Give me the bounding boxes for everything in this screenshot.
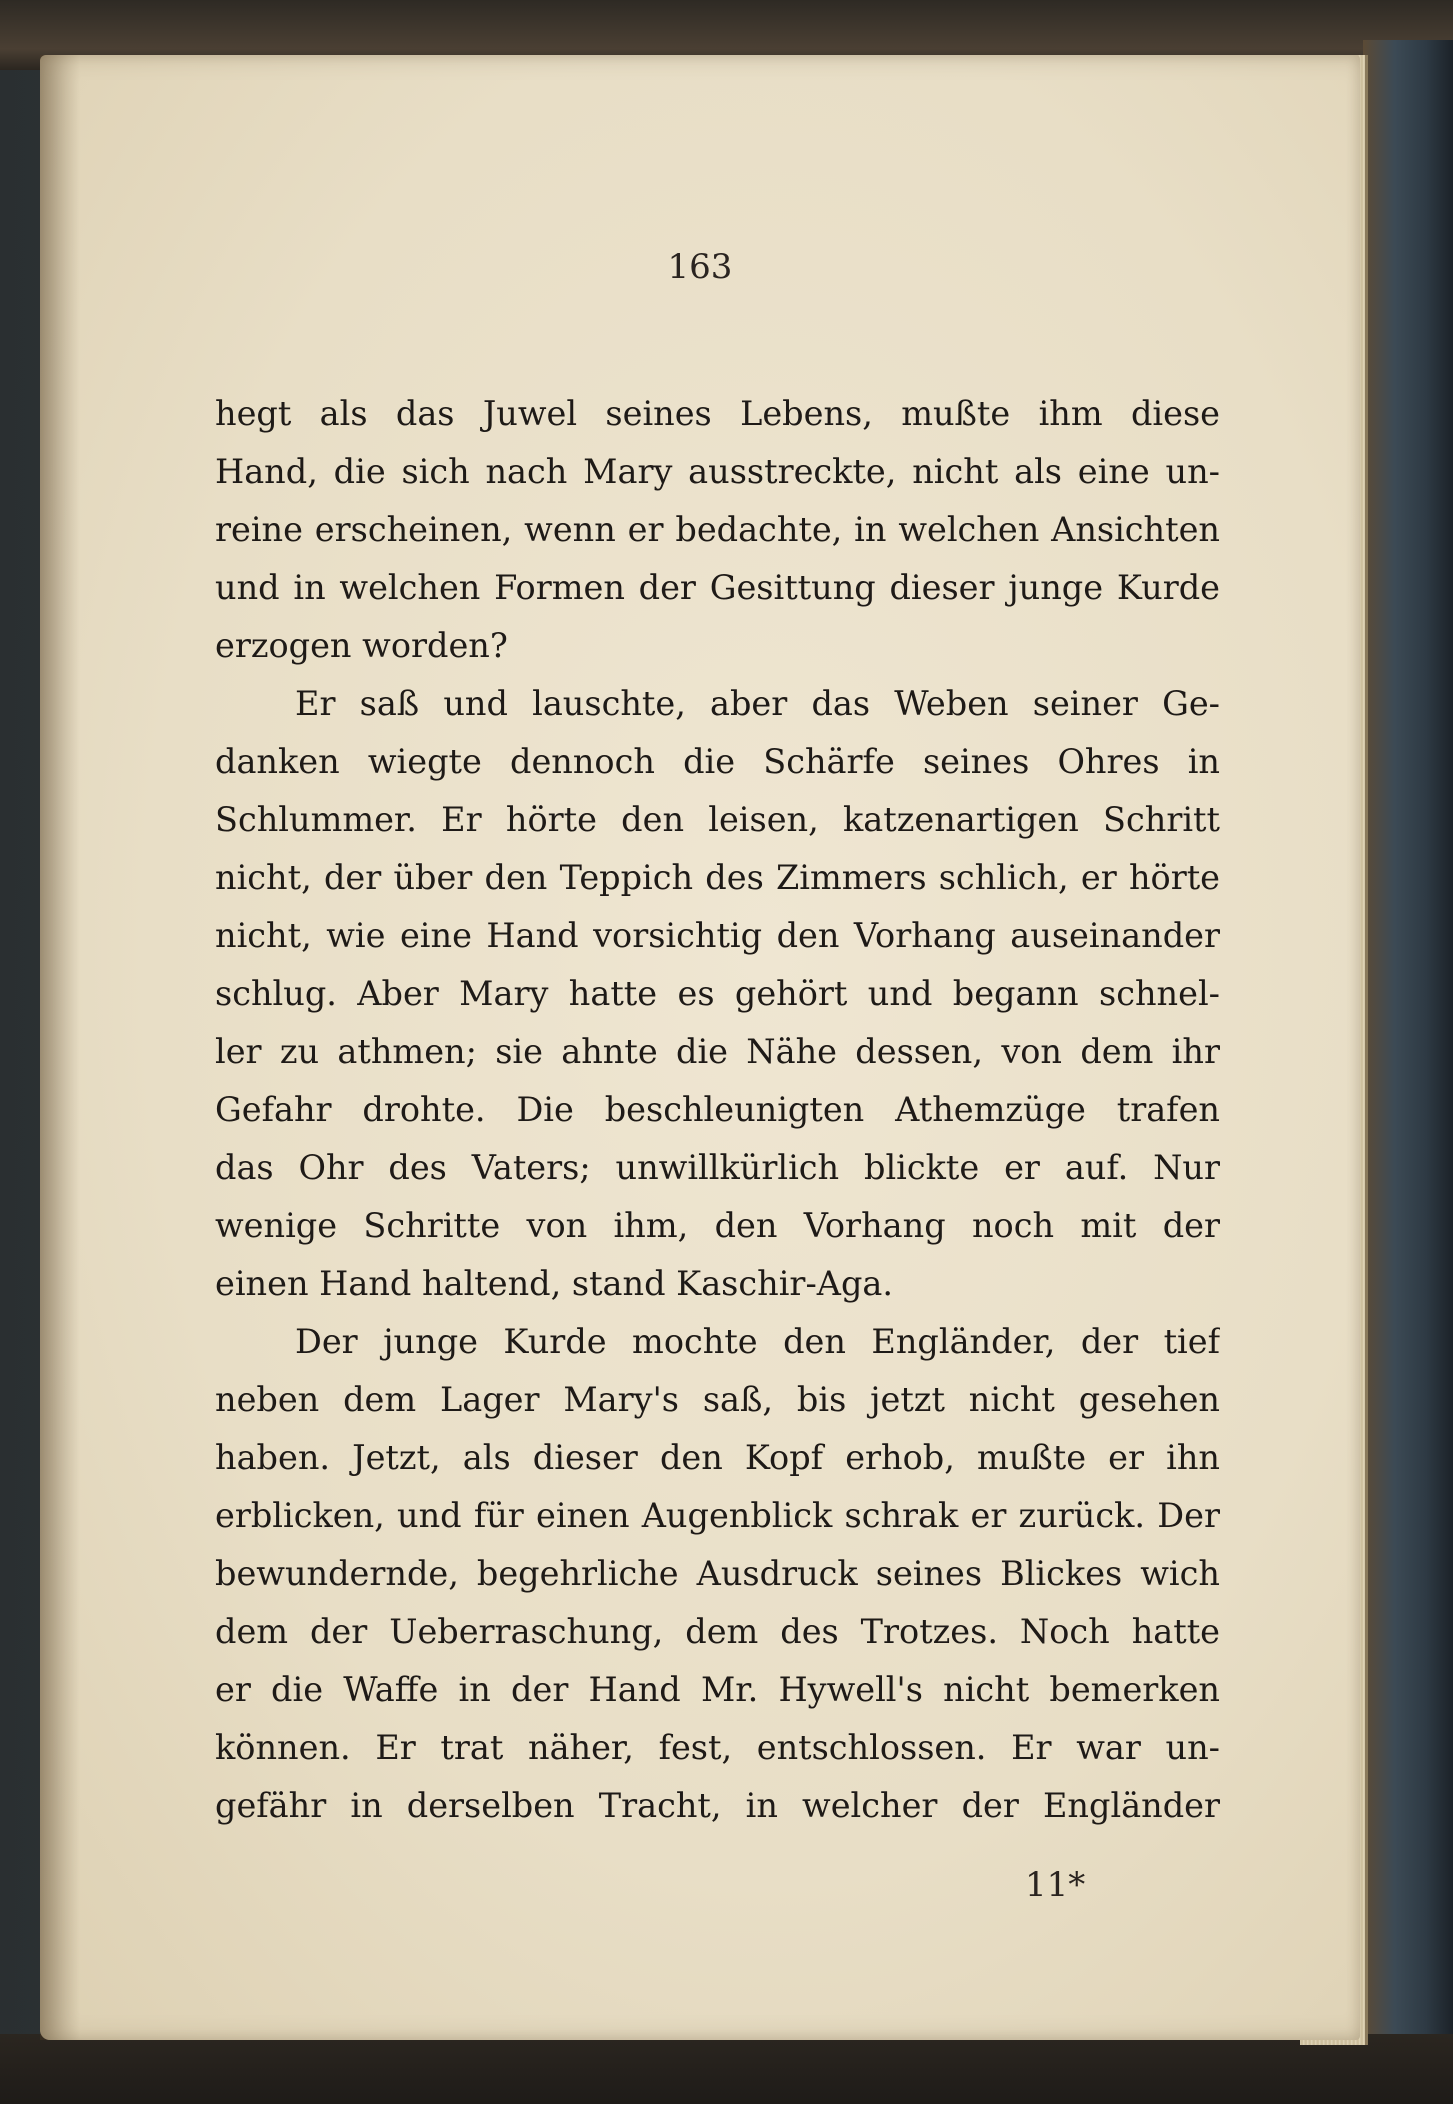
text-line: er die Waffe in der Hand Mr. Hywell's nicht bemerken <box>215 1670 1220 1709</box>
text-line: erblicken, und für einen Augenblick schrak er zurück. Der <box>215 1496 1220 1535</box>
text-line: bewundernde, begehrliche Ausdruck seines Blickes wich <box>215 1554 1220 1593</box>
page-number: 163 <box>667 247 733 287</box>
text-line: nicht, wie eine Hand vorsichtig den Vorhang auseinander <box>215 916 1220 955</box>
signature-mark: 11* <box>1025 1865 1086 1905</box>
text-line: Schlummer. Er hörte den leisen, katzenartigen Schritt <box>215 800 1220 839</box>
text-line: hegt als das Juwel seines Lebens, mußte ihm diese <box>215 394 1220 433</box>
text-line: ler zu athmen; sie ahnte die Nähe dessen, von dem ihr <box>215 1032 1220 1071</box>
text-line: können. Er trat näher, fest, entschlossen. Er war un- <box>215 1728 1220 1767</box>
text-line: einen Hand haltend, stand Kaschir-Aga. <box>215 1264 894 1303</box>
text-line: schlug. Aber Mary hatte es gehört und begann schnel- <box>215 974 1220 1013</box>
text-line: danken wiegte dennoch die Schärfe seines Ohres in <box>215 742 1220 781</box>
book-cover-right <box>1363 40 1453 2080</box>
book-cover-bottom <box>0 2034 1453 2104</box>
text-line: Der junge Kurde mochte den Engländer, der tief <box>295 1322 1220 1361</box>
body-text <box>215 385 1220 1835</box>
text-line: gefähr in derselben Tracht, in welcher der Engländer <box>215 1786 1220 1825</box>
book-page <box>40 55 1360 2040</box>
text-line: reine erscheinen, wenn er bedachte, in welchen Ansichten <box>215 510 1220 549</box>
text-line: dem der Ueberraschung, dem des Trotzes. Noch hatte <box>215 1612 1220 1651</box>
text-line: wenige Schritte von ihm, den Vorhang noch mit der <box>215 1206 1220 1245</box>
text-line: neben dem Lager Mary's saß, bis jetzt nicht gesehen <box>215 1380 1220 1419</box>
text-line: haben. Jetzt, als dieser den Kopf erhob, mußte er ihn <box>215 1438 1220 1477</box>
text-line: nicht, der über den Teppich des Zimmers schlich, er hörte <box>215 858 1220 897</box>
text-line: Hand, die sich nach Mary ausstreckte, nicht als eine un- <box>215 452 1220 491</box>
text-line: Er saß und lauschte, aber das Weben seiner Ge- <box>295 684 1220 723</box>
page-gutter <box>40 55 80 2040</box>
text-line: erzogen worden? <box>215 626 508 665</box>
text-line: und in welchen Formen der Gesittung dieser junge Kurde <box>215 568 1220 607</box>
text-line: das Ohr des Vaters; unwillkürlich blickte er auf. Nur <box>215 1148 1220 1187</box>
text-line: Gefahr drohte. Die beschleunigten Athemzüge trafen <box>215 1090 1220 1129</box>
